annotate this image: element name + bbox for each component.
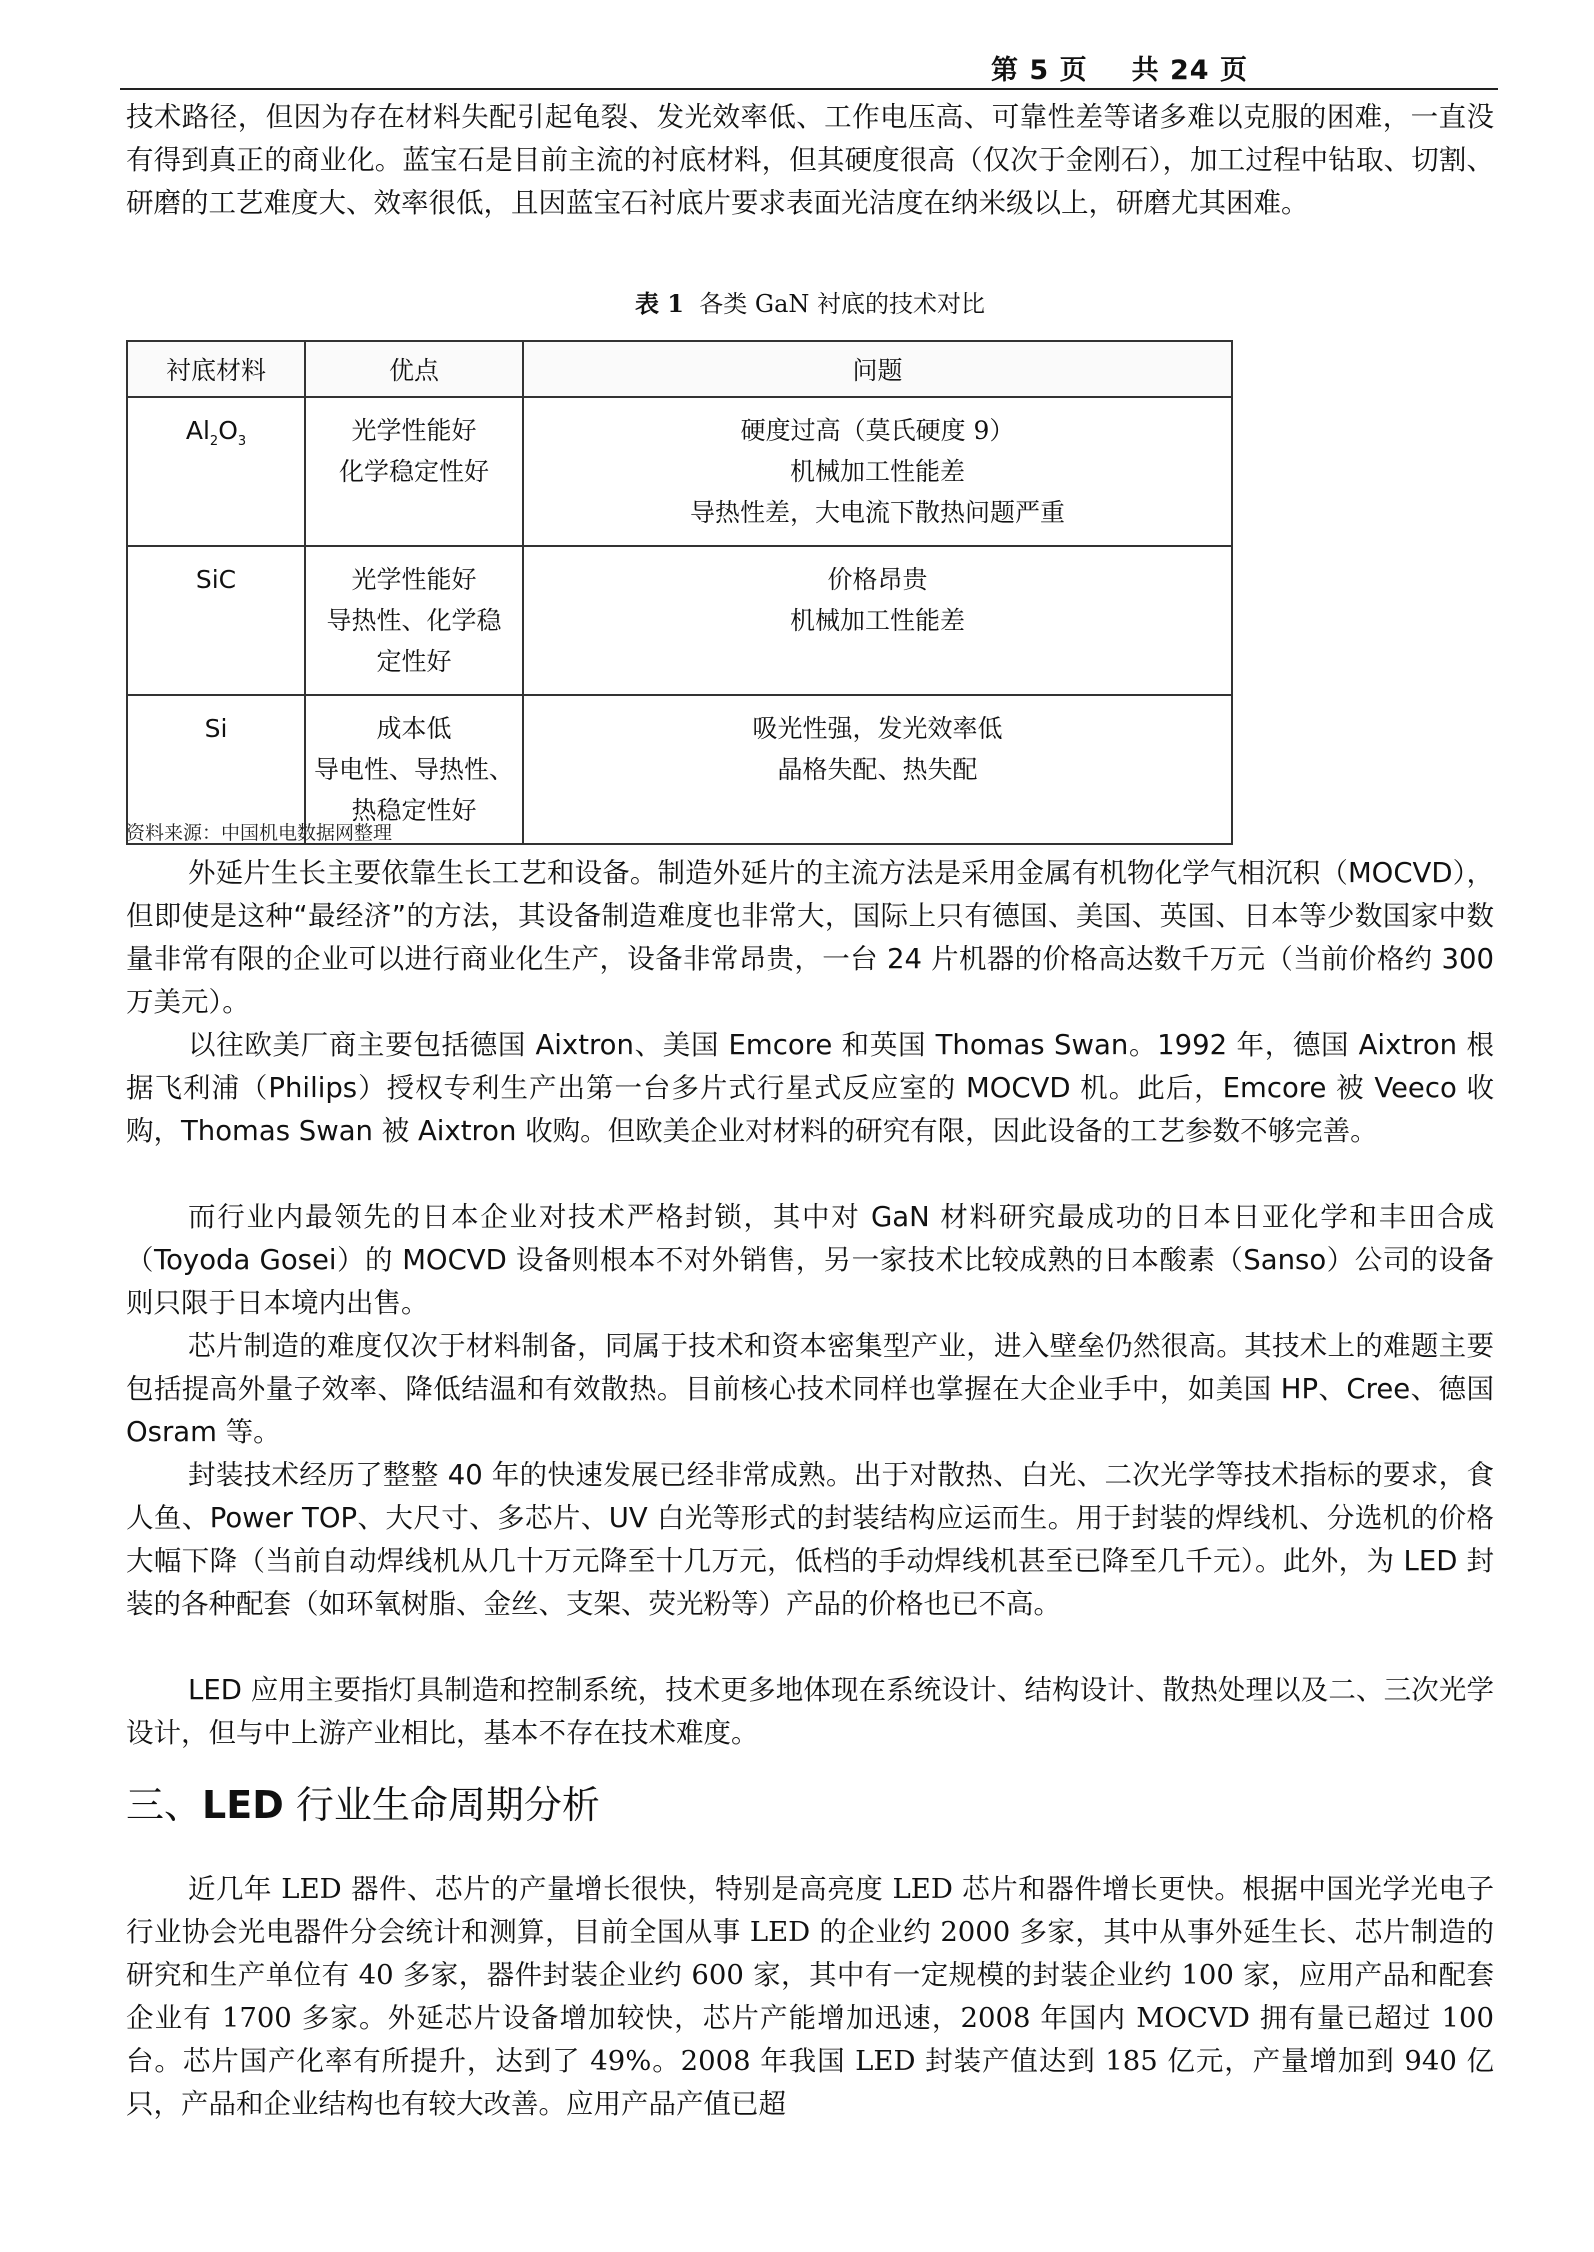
- header-material: 衬底材料: [127, 341, 305, 397]
- pros-line: 化学稳定性好: [338, 457, 489, 486]
- material-cell: SiC: [127, 546, 305, 695]
- cons-line: 机械加工性能差: [789, 606, 965, 635]
- cons-line: 机械加工性能差: [789, 457, 965, 486]
- current-page-label: 第 5 页: [991, 55, 1088, 86]
- cons-cell: [523, 397, 1232, 546]
- cons-line: 导热性差，大电流下散热问题严重: [689, 498, 1065, 527]
- pros-cell: [305, 397, 523, 546]
- pros-line: 热稳定性好: [351, 796, 477, 825]
- table-source-note: 资料来源：中国机电数据网整理: [126, 822, 393, 844]
- header-pros: 优点: [305, 341, 523, 397]
- body-paragraph: 封装技术经历了整整 40 年的快速发展已经非常成熟。出于对散热、白光、二次光学等技术指标的要求，食人鱼、Power TOP、大尺寸、多芯片、UV 白光等形式的封装结构应运而生。用于封装的焊线机、分选机的价格大幅下降（当前自动焊线机从几十万元降至十几万元，低档的手动焊线机甚至已降至几千元）。此外，为 LED 封装的各种配套（如环氧树脂、金丝、支架、荧光粉等）产品的价格也已不高。: [126, 1459, 1494, 1620]
- pros-line: 定性好: [376, 647, 452, 676]
- body-paragraph: LED 应用主要指灯具制造和控制系统，技术更多地体现在系统设计、结构设计、散热处理以及二、三次光学设计，但与中上游产业相比，基本不存在技术难度。: [126, 1674, 1494, 1749]
- cons-line: 价格昂贵: [827, 565, 928, 594]
- section-keyword: LED: [202, 1783, 284, 1827]
- cons-cell: [523, 695, 1232, 844]
- header-cons: 问题: [523, 341, 1232, 397]
- cons-line: 吸光性强，发光效率低: [752, 714, 1003, 743]
- body-paragraph: 而行业内最领先的日本企业对技术严格封锁，其中对 GaN 材料研究最成功的日本日亚化学和丰田合成（Toyoda Gosei）的 MOCVD 设备则根本不对外销售，另一家技术比较成熟的日本酸素（Sanso）公司的设备则只限于日本境内出售。: [126, 1201, 1494, 1319]
- pros-line: 导热性、化学稳: [326, 606, 502, 635]
- cons-cell: [523, 546, 1232, 695]
- pros-line: 光学性能好: [351, 565, 477, 594]
- body-paragraph: 以往欧美厂商主要包括德国 Aixtron、美国 Emcore 和英国 Thomas Swan。1992 年，德国 Aixtron 根据飞利浦（Philips）授权专利生产出第一台多片式行星式反应室的 MOCVD 机。此后，Emcore 被 Veeco 收购，Thomas Swan 被 Aixtron 收购。但欧美企业对材料的研究有限，因此设备的工艺参数不够完善。: [126, 1029, 1494, 1147]
- cons-line: 硬度过高（莫氏硬度 9）: [740, 416, 1015, 445]
- body-paragraph: 芯片制造的难度仅次于材料制备，同属于技术和资本密集型产业，进入壁垒仍然很高。其技术上的难题主要包括提高外量子效率、降低结温和有效散热。目前核心技术同样也掌握在大企业手中，如美国 HP、Cree、德国 Osram 等。: [126, 1330, 1494, 1448]
- table-caption: [126, 284, 1494, 319]
- section-heading: [126, 1774, 600, 1829]
- pros-line: 成本低: [376, 714, 452, 743]
- page-number: [947, 48, 1248, 87]
- pros-line: 导电性、导热性、: [313, 755, 514, 784]
- table-row: [127, 397, 1232, 546]
- table-row: [127, 546, 1232, 695]
- page-header: [120, 46, 1498, 90]
- pros-line: 光学性能好: [351, 416, 477, 445]
- intro-paragraph: 技术路径，但因为存在材料失配引起龟裂、发光效率低、工作电压高、可靠性差等诸多难以克服的困难，一直没有得到真正的商业化。蓝宝石是目前主流的衬底材料，但其硬度很高（仅次于金刚石），加工过程中钻取、切割、研磨的工艺难度大、效率很低，且因蓝宝石衬底片要求表面光洁度在纳米级以上，研磨尤其困难。: [126, 101, 1494, 219]
- body-paragraph: 外延片生长主要依靠生长工艺和设备。制造外延片的主流方法是采用金属有机物化学气相沉积（MOCVD），但即使是这种“最经济”的方法，其设备制造难度也非常大，国际上只有德国、美国、英国、日本等少数国家中数量非常有限的企业可以进行商业化生产，设备非常昂贵，一台 24 片机器的价格高达数千万元（当前价格约 300 万美元）。: [126, 857, 1494, 1018]
- body-paragraph: 近几年 LED 器件、芯片的产量增长很快，特别是高亮度 LED 芯片和器件增长更快。根据中国光学光电子行业协会光电器件分会统计和测算，目前全国从事 LED 的企业约 2000 多家，其中从事外延生长、芯片制造的研究和生产单位有 40 多家，器件封装企业约 600 家，其中有一定规模的封装企业约 100 家，应用产品和配套企业有 1700 多家。外延芯片设备增加较快，芯片产能增加迅速，2008 年国内 MOCVD 拥有量已超过 100 台。芯片国产化率有所提升，达到了 49%。2008 年我国 LED 封装产值达到 185 亿元，产量增加到 940 亿只，产品和企业结构也有较大改善。应用产品产值已超: [126, 1873, 1494, 2120]
- total-pages-label: 共 24 页: [1131, 55, 1248, 86]
- material-cell: Si: [127, 695, 305, 844]
- cons-line: 晶格失配、热失配: [777, 755, 978, 784]
- section-title: 行业生命周期分析: [283, 1783, 600, 1827]
- table-header-row: [127, 341, 1232, 397]
- table-title: 各类 GaN 衬底的技术对比: [699, 290, 986, 318]
- section-number: 三、: [126, 1783, 203, 1827]
- table-number: 表 1: [634, 289, 685, 318]
- pros-cell: [305, 546, 523, 695]
- material-cell: $Al_2O_3$: [127, 397, 305, 546]
- substrate-comparison-table: [126, 340, 1233, 845]
